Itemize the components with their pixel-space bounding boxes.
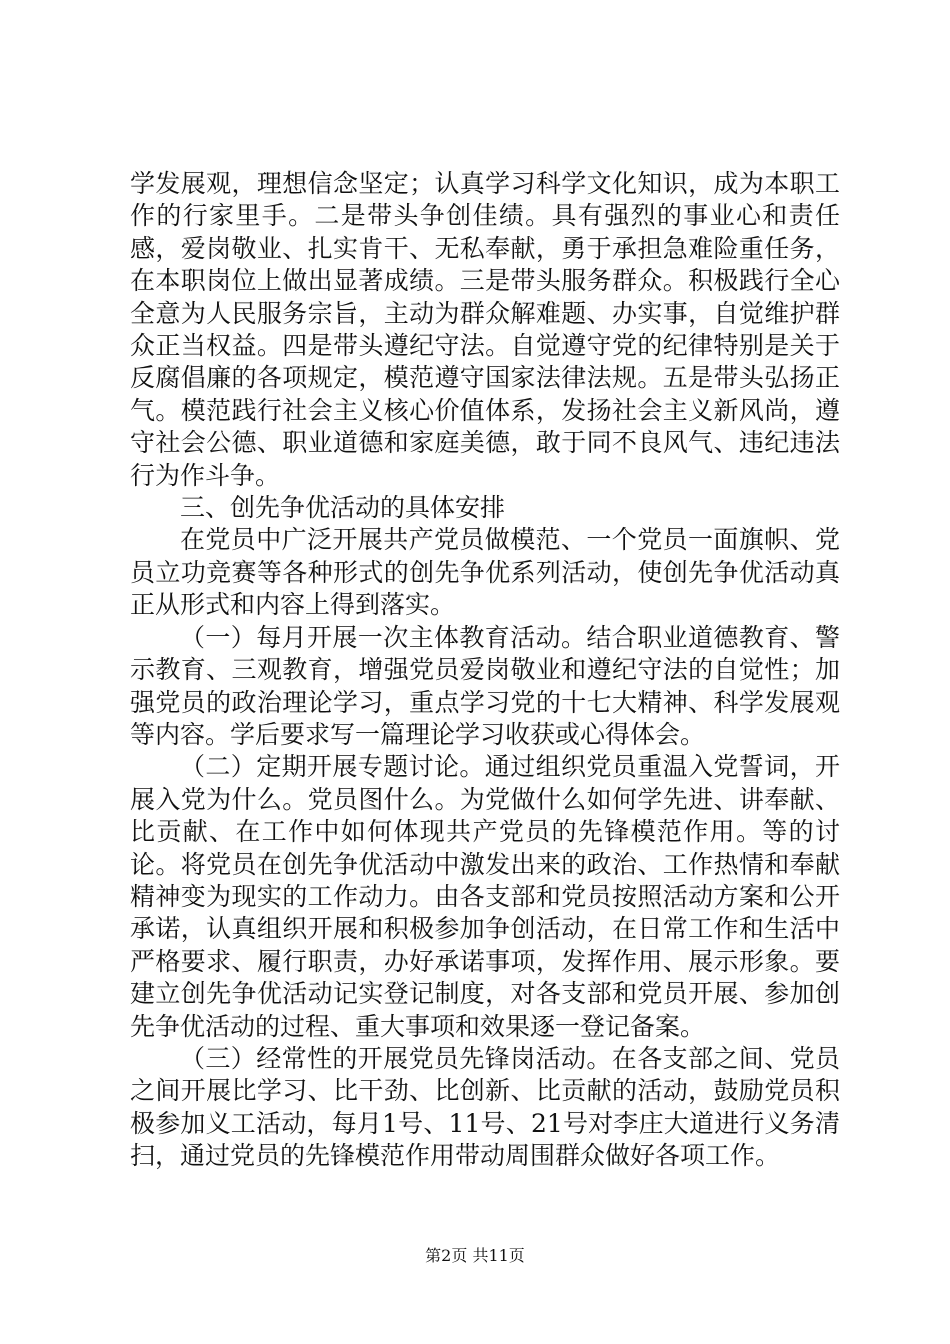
paragraph-intro: 在党员中广泛开展共产党员做模范、一个党员一面旗帜、党员立功竞赛等各种形式的创先争优系列活动，使创先争优活动真正从形式和内容上得到落实。 <box>130 525 840 620</box>
paragraph-item-3: （三）经常性的开展党员先锋岗活动。在各支部之间、党员之间开展比学习、比干劲、比创新、比贡献的活动，鼓励党员积极参加义工活动，每月1号、11号、21号对李庄大道进行义务清扫，通过党员的先锋模范作用带动周围群众做好各项工作。 <box>130 1043 840 1171</box>
paragraph-continuation: 学发展观，理想信念坚定；认真学习科学文化知识，成为本职工作的行家里手。二是带头争创佳绩。具有强烈的事业心和责任感，爱岗敬业、扎实肯干、无私奉献，勇于承担急难险重任务，在本职岗位上做出显著成绩。三是带头服务群众。积极践行全心全意为人民服务宗旨，主动为群众解难题、办实事，自觉维护群众正当权益。四是带头遵纪守法。自觉遵守党的纪律特别是关于反腐倡廉的各项规定，模范遵守国家法律法规。五是带头弘扬正气。模范践行社会主义核心价值体系，发扬社会主义新风尚，遵守社会公德、职业道德和家庭美德，敢于同不良风气、违纪违法行为作斗争。 <box>130 169 840 490</box>
page-number-footer: 第2页 共11页 <box>425 1246 525 1265</box>
document-body <box>130 168 840 1173</box>
paragraph-item-1: （一）每月开展一次主体教育活动。结合职业道德教育、警示教育、三观教育，增强党员爱岗敬业和遵纪守法的自觉性；加强党员的政治理论学习，重点学习党的十七大精神、科学发展观等内容。学后要求写一篇理论学习收获或心得体会。 <box>130 622 840 749</box>
section-heading: 三、创先争优活动的具体安排 <box>180 493 506 523</box>
paragraph-item-2: （二）定期开展专题讨论。通过组织党员重温入党誓词，开展入党为什么。党员图什么。为党做什么如何学先进、讲奉献、比贡献、在工作中如何体现共产党员的先锋模范作用。等的讨论。将党员在创先争优活动中激发出来的政治、工作热情和奉献精神变为现实的工作动力。由各支部和党员按照活动方案和公开承诺，认真组织开展和积极参加争创活动，在日常工作和生活中严格要求、履行职责，办好承诺事项，发挥作用、展示形象。要建立创先争优活动记实登记制度，对各支部和党员开展、参加创先争优活动的过程、重大事项和效果逐一登记备案。 <box>130 752 840 1041</box>
